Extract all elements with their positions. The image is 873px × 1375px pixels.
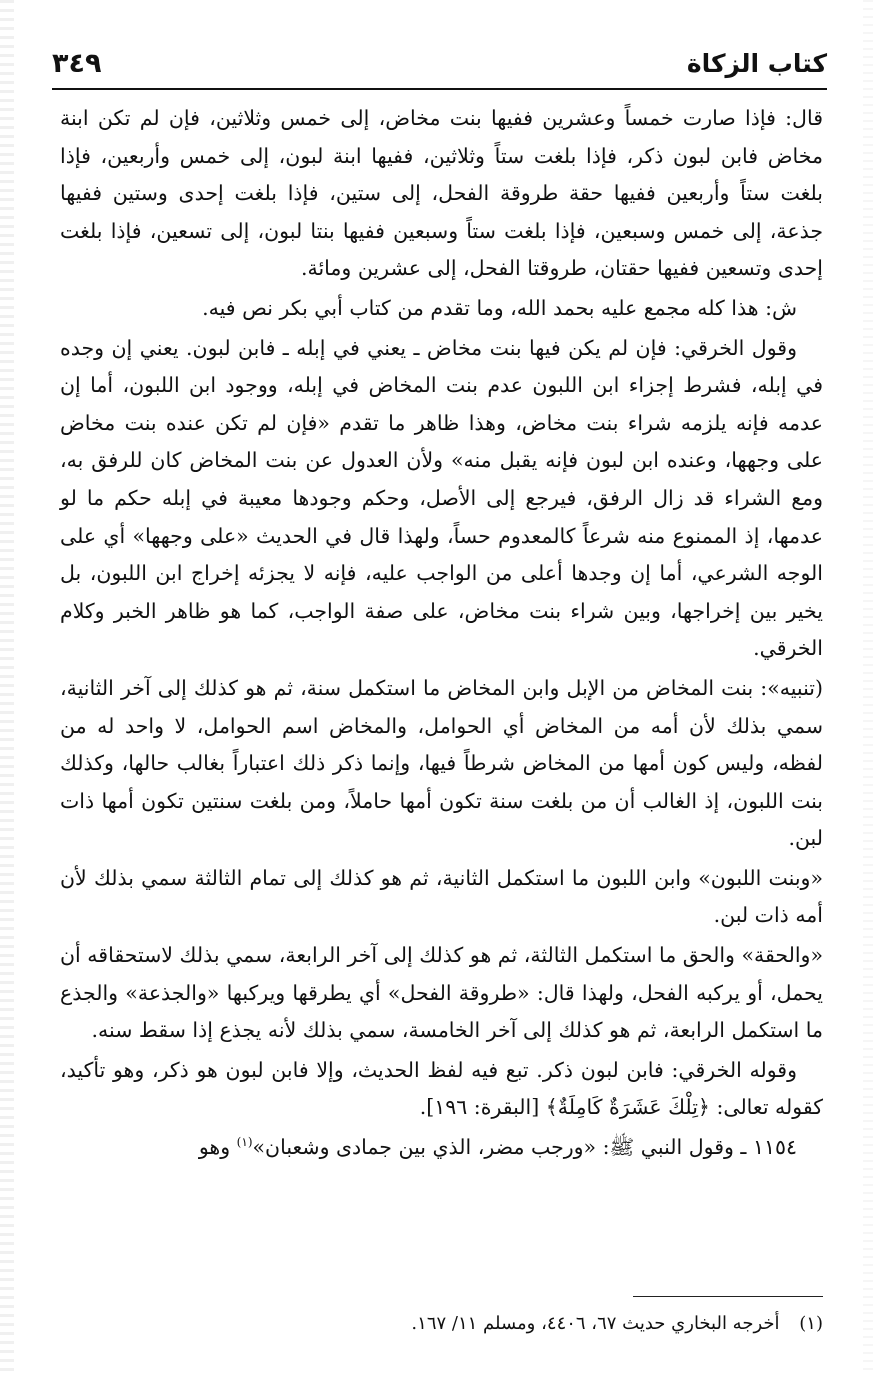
paragraph: «والحقة» والحق ما استكمل الثالثة، ثم هو كذلك إلى آخر الرابعة، سمي بذلك لاستحقاقه أن يحمل، أو يركبه الفحل، ولهذا قال: «طروقة الفحل» أي يطرقها ويركبها «والجذعة» والجذع ما استكمل الرابعة، ثم هو كذلك إلى آخر الخامسة، سمي بذلك لأنه يجذع إذا سقط سنه. [60,943,823,1043]
footnote-text: أخرجه البخاري حديث ٦٧، ٤٤٠٦، ومسلم ١١/ ١٦٧. [411,1313,780,1334]
paragraph-last [60,1129,823,1167]
paragraph: (تنبيه»: بنت المخاض من الإبل وابن المخاض ما استكمل سنة، ثم هو كذلك إلى آخر الثانية، سمي بذلك لأن أمه من المخاض أي الحوامل، والمخاض اسم الحوامل، لا واحد له من لفظه، وليس كون أمها من المخاض شرطاً فيها، وإنما ذكر ذلك اعتباراً بغالب حالها، وكذلك بنت اللبون، إذ الغالب أن من بلغت سنة تكون أمها حاملاً، ومن بلغت سنتين تكون أمها ذات لبن. [60,675,823,851]
scan-edge-right [863,0,873,1375]
scan-edge-left [0,0,14,1375]
footnote-ref: (١) [236,1135,253,1150]
paragraph: وقوله الخرقي: فابن لبون ذكر. تبع فيه لفظ الحديث، وإلا فابن لبون هو ذكر، وهو تأكيد، كقوله تعالى: ﴿تِلْكَ عَشَرَةٌ كَامِلَةٌ﴾ [البقرة: ١٩٦]. [60,1057,823,1120]
paragraph: ش: هذا كله مجمع عليه بحمد الله، وما تقدم من كتاب أبي بكر نص فيه. [202,295,797,320]
page-header [52,38,827,90]
paragraph: قال: فإذا صارت خمساً وعشرين ففيها بنت مخاض، إلى خمس وثلاثين، فإن لم تكن ابنة مخاض فابن لبون ذكر، فإذا بلغت ستاً وثلاثين، ففيها ابنة لبون، إلى خمس وأربعين، فإذا بلغت ستاً وأربعين ففيها حقة طروقة الفحل، إلى ستين، فإذا بلغت إحدى وستين ففيها جذعة، إلى خمس وسبعين، فإذا بلغت ستاً وسبعين ففيها بنتا لبون، إلى تسعين، فإذا بلغت إحدى وتسعين ففيها حقتان، طروقتا الفحل، إلى عشرين ومائة. [60,106,823,281]
paragraph: وقول الخرقي: فإن لم يكن فيها بنت مخاض ـ يعني في إبله ـ فابن لبون. يعني إن وجده في إبله، فشرط إجزاء ابن اللبون عدم بنت المخاض في إبله، ووجود ابن اللبون، أما إن عدمه فإنه يلزمه شراء بنت مخاض، وهذا ظاهر ما تقدم «فإن لم تكن عنده بنت مخاض على وجهها، وعنده ابن لبون فإنه يقبل منه» ولأن العدول عن بنت المخاض كان للرفق به، ومع الشراء قد زال الرفق، فيرجع إلى الأصل، وحكم وجودها معيبة في إبله حكم ما لو عدمها، إذ الممنوع منه شرعاً كالمعدوم حساً، ولهذا قال في الحديث «على وجهها» أي على الوجه الشرعي، أما إن وجدها أعلى من الواجب عليه، فإنه لا يجزئه إخراج ابن اللبون، بل يخير بين إخراجها، وبين شراء بنت مخاض، على صفة الواجب، كما هو ظاهر الخبر وكلام الخرقي. [60,335,823,661]
paragraph: «وبنت اللبون» وابن اللبون ما استكمل الثانية، ثم هو كذلك إلى تمام الثالثة سمي بذلك لأن أمه ذات لبن. [60,865,823,928]
chapter-title: كتاب الزكاة [686,48,827,78]
page-number: ٣٤٩ [52,47,102,79]
footnote [60,1310,823,1338]
paragraph-last-text: ١١٥٤ ـ وقول النبي ﷺ: «ورجب مضر، الذي بين جمادى وشعبان» [252,1135,797,1160]
page-body [60,100,823,1169]
paragraph-last-tail: وهو [198,1135,237,1160]
footnote-number: (١) [799,1313,823,1334]
footnote-divider [633,1296,823,1297]
